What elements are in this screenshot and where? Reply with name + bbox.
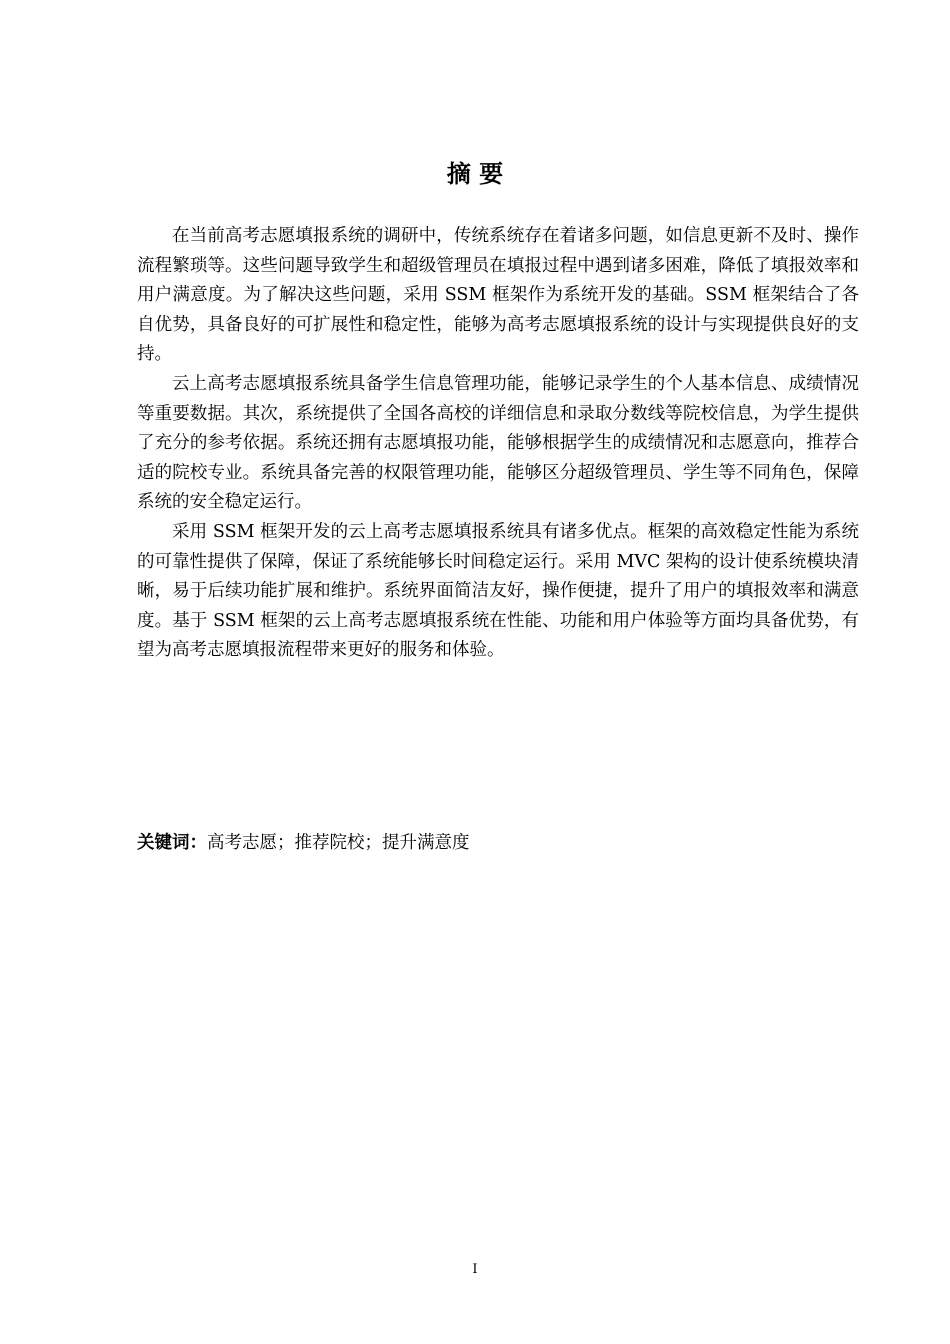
abstract-paragraph-2: 云上高考志愿填报系统具备学生信息管理功能，能够记录学生的个人基本信息、成绩情况等重要数据。其次，系统提供了全国各高校的详细信息和录取分数线等院校信息，为学生提供了充分的参考依据。系统还拥有志愿填报功能，能够根据学生的成绩情况和志愿意向，推荐合适的院校专业。系统具备完善的权限管理功能，能够区分超级管理员、学生等不同角色，保障系统的安全稳定运行。 — [137, 373, 859, 513]
abstract-paragraph-1: 在当前高考志愿填报系统的调研中，传统系统存在着诸多问题，如信息更新不及时、操作流程繁琐等。这些问题导致学生和超级管理员在填报过程中遇到诸多困难，降低了填报效率和用户满意度。为了解决这些问题，采用 SSM 框架作为系统开发的基础。SSM 框架结合了各自优势，具备良好的可扩展性和稳定性，能够为高考志愿填报系统的设计与实现提供良好的支持。 — [137, 226, 859, 365]
keywords-line — [137, 829, 859, 857]
keywords-label: 关键词： — [137, 833, 207, 853]
abstract-body — [137, 222, 859, 666]
page-number: I — [472, 1262, 478, 1277]
abstract-title: 摘 要 — [446, 160, 504, 188]
abstract-paragraph-3: 采用 SSM 框架开发的云上高考志愿填报系统具有诸多优点。框架的高效稳定性能为系统的可靠性提供了保障，保证了系统能够长时间稳定运行。采用 MVC 架构的设计使系统模块清晰，易于后续功能扩展和维护。系统界面简洁友好，操作便捷，提升了用户的填报效率和满意度。基于 SSM 框架的云上高考志愿填报系统在性能、功能和用户体验等方面均具备优势，有望为高考志愿填报流程带来更好的服务和体验。 — [137, 521, 859, 661]
keywords-value: 高考志愿；推荐院校；提升满意度 — [207, 833, 470, 853]
